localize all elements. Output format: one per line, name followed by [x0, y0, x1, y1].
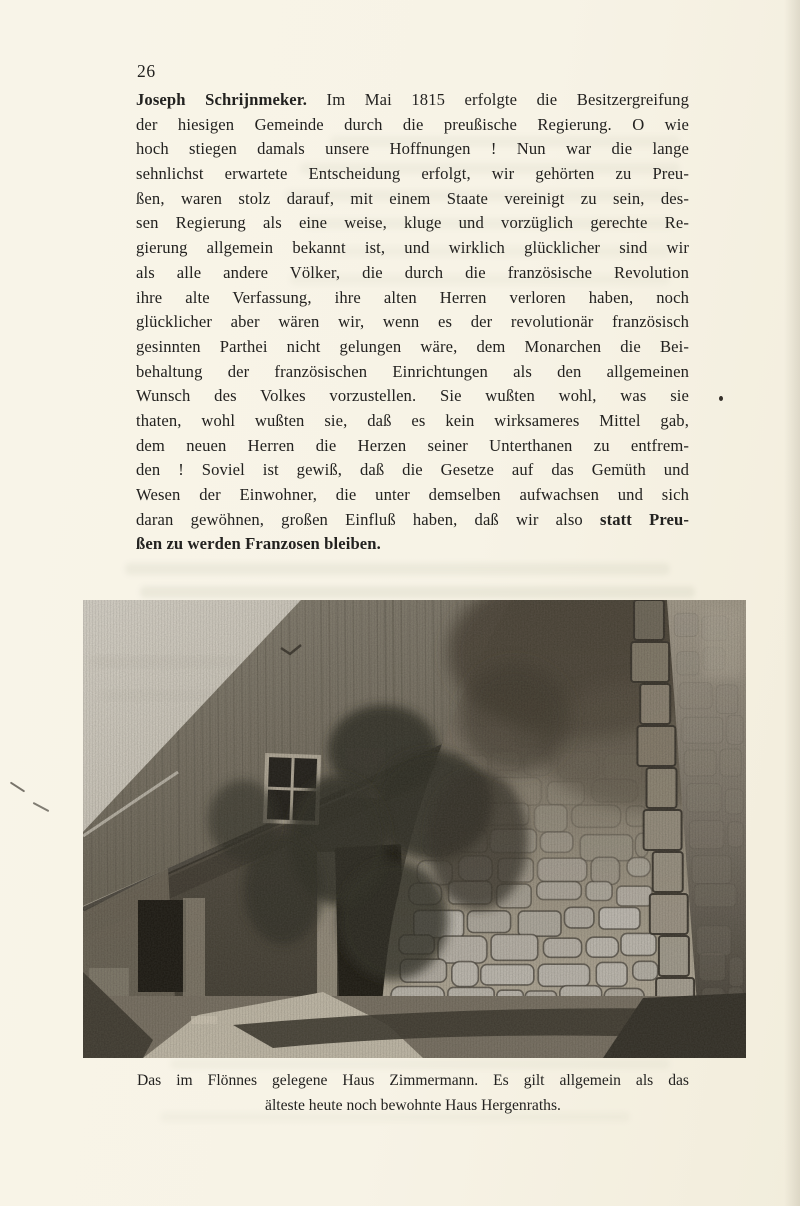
paragraph-line: [136, 88, 689, 113]
bleedthrough-ghost: [140, 586, 695, 598]
body-text: gesinnten Parthei nicht gelungen wäre, dem Monarchen die Bei-: [136, 336, 689, 356]
bleedthrough-ghost: [125, 563, 670, 575]
body-text: gierung allgemein bekannt ist, und wirklich glücklicher sind wir: [136, 238, 689, 258]
pen-mark: [33, 802, 50, 812]
paragraph-line: [136, 360, 689, 385]
page-number: 26: [137, 61, 156, 81]
body-text: behaltung der französischen Einrichtungen als den allgemeinen: [136, 361, 689, 381]
main-paragraph: [136, 88, 689, 557]
body-text: ihre alte Verfassung, ihre alten Herren verloren haben, noch: [136, 287, 689, 307]
pen-mark: [10, 782, 25, 793]
paragraph-line: [136, 211, 689, 236]
body-text: sen Regierung als eine weise, kluge und vorzüglich gerechte Re-: [136, 213, 689, 233]
photo-image: [83, 600, 746, 1058]
photo-caption-line1: Das im Flönnes gelegene Haus Zimmermann. Es gilt allgemein als das: [137, 1072, 689, 1089]
body-text: thaten, wohl wußten sie, daß es kein wirksameres Mittel gab,: [136, 410, 689, 430]
paragraph-line: [136, 113, 689, 138]
body-text: glücklicher aber wären wir, wenn es der revolutionär französisch: [136, 312, 689, 332]
body-text: daran gewöhnen, großen Einfluß haben, daß wir also: [136, 509, 600, 529]
paragraph-line: [136, 483, 689, 508]
paragraph-line: [136, 532, 689, 557]
body-text: als alle andere Völker, die durch die französische Revolution: [136, 262, 689, 282]
paragraph-line: [136, 335, 689, 360]
paragraph-line: [136, 434, 689, 459]
body-text: dem neuen Herren die Herzen seiner Unterthanen zu entfrem-: [136, 435, 689, 455]
paragraph-line: [136, 409, 689, 434]
bold-text: statt Preu-: [600, 509, 690, 529]
body-text: Wesen der Einwohner, die unter demselben aufwachsen und sich: [136, 485, 689, 504]
body-text: ßen, waren stolz darauf, mit einem Staate vereinigt zu sein, des-: [136, 188, 689, 208]
paragraph-line: [136, 458, 689, 483]
paragraph-line: [136, 236, 689, 261]
paragraph-line: [136, 384, 689, 409]
bold-text: Joseph Schrijnmeker.: [136, 90, 308, 109]
haus-zimmermann-photo: [83, 600, 746, 1058]
paragraph-line: [136, 187, 689, 212]
body-text: Im Mai 1815 erfolgte die Besitzergreifung: [307, 90, 690, 109]
bold-text: ßen zu werden Franzosen bleiben.: [136, 534, 381, 554]
ink-dot: [719, 396, 723, 401]
body-text: den ! Soviel ist gewiß, daß die Gesetze auf das Gemüth und: [136, 460, 689, 480]
paragraph-line: [136, 261, 689, 286]
body-text: der hiesigen Gemeinde durch die preußische Regierung. O wie: [136, 114, 689, 134]
paragraph-line: [136, 508, 689, 533]
paragraph-line: [136, 162, 689, 187]
paragraph-line: [136, 286, 689, 311]
paragraph-line: [136, 137, 689, 162]
paragraph-line: [136, 310, 689, 335]
page-edge-shade: [784, 0, 800, 1206]
body-text: Wunsch des Volkes vorzustellen. Sie wußten wohl, was sie: [136, 386, 689, 406]
photo-caption-line2: älteste heute noch bewohnte Haus Hergenraths.: [265, 1097, 561, 1114]
body-text: hoch stiegen damals unsere Hoffnungen ! Nun war die lange: [136, 139, 689, 159]
body-text: sehnlichst erwartete Entscheidung erfolgt, wir gehörten zu Preu-: [136, 164, 689, 184]
